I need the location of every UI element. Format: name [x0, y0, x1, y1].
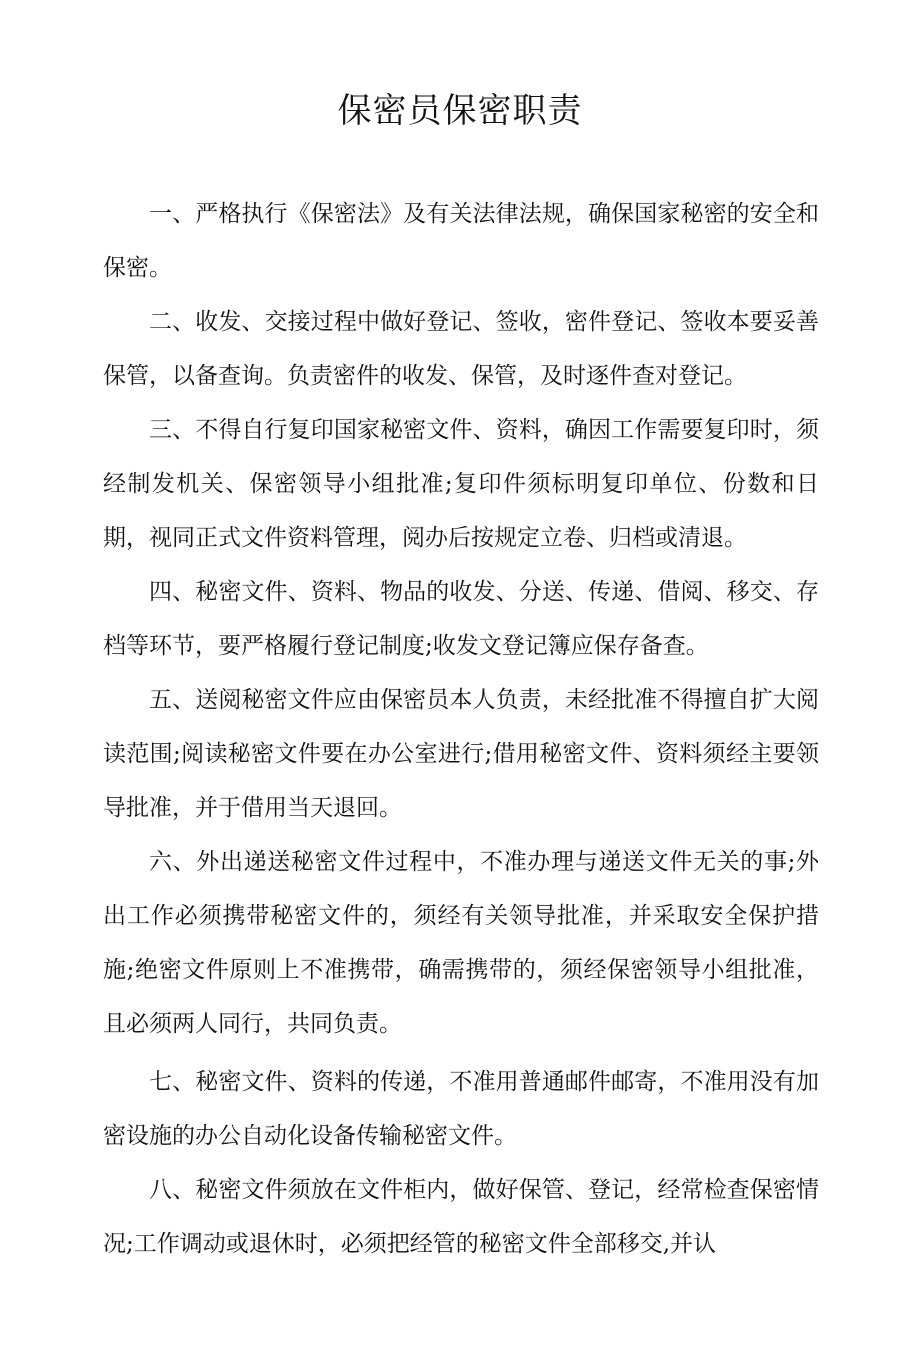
paragraph-8: 八、秘密文件须放在文件柜内，做好保管、登记，经常检查保密情况;工作调动或退休时，必须把经管的秘密文件全部移交,并认: [103, 1177, 819, 1257]
paragraph-4: 四、秘密文件、资料、物品的收发、分送、传递、借阅、移交、存档等环节，要严格履行登记制度;收发文登记簿应保存备查。: [103, 579, 819, 659]
paragraph-3: 三、不得自行复印国家秘密文件、资料，确因工作需要复印时，须经制发机关、保密领导小组批准;复印件须标明复印单位、份数和日期，视同正式文件资料管理，阅办后按规定立卷、归档或清退。: [103, 417, 819, 551]
paragraph-2: 二、收发、交接过程中做好登记、签收，密件登记、签收本要妥善保管，以备查询。负责密件的收发、保管，及时逐件查对登记。: [103, 309, 819, 389]
paragraph-7: 七、秘密文件、资料的传递，不准用普通邮件邮寄，不准用没有加密设施的办公自动化设备传输秘密文件。: [103, 1069, 819, 1149]
paragraph-5: 五、送阅秘密文件应由保密员本人负责，未经批准不得擅自扩大阅读范围;阅读秘密文件要在办公室进行;借用秘密文件、资料须经主要领导批准，并于借用当天退回。: [103, 687, 819, 821]
document-body: [103, 187, 819, 1271]
paragraph-1: 一、严格执行《保密法》及有关法律法规，确保国家秘密的安全和保密。: [103, 201, 819, 281]
document-title: 保密员保密职责: [337, 91, 583, 131]
paragraph-6: 六、外出递送秘密文件过程中，不准办理与递送文件无关的事;外出工作必须携带秘密文件的，须经有关领导批准，并采取安全保护措施;绝密文件原则上不准携带，确需携带的，须经保密领导小组批准，且必须两人同行，共同负责。: [103, 849, 819, 1037]
